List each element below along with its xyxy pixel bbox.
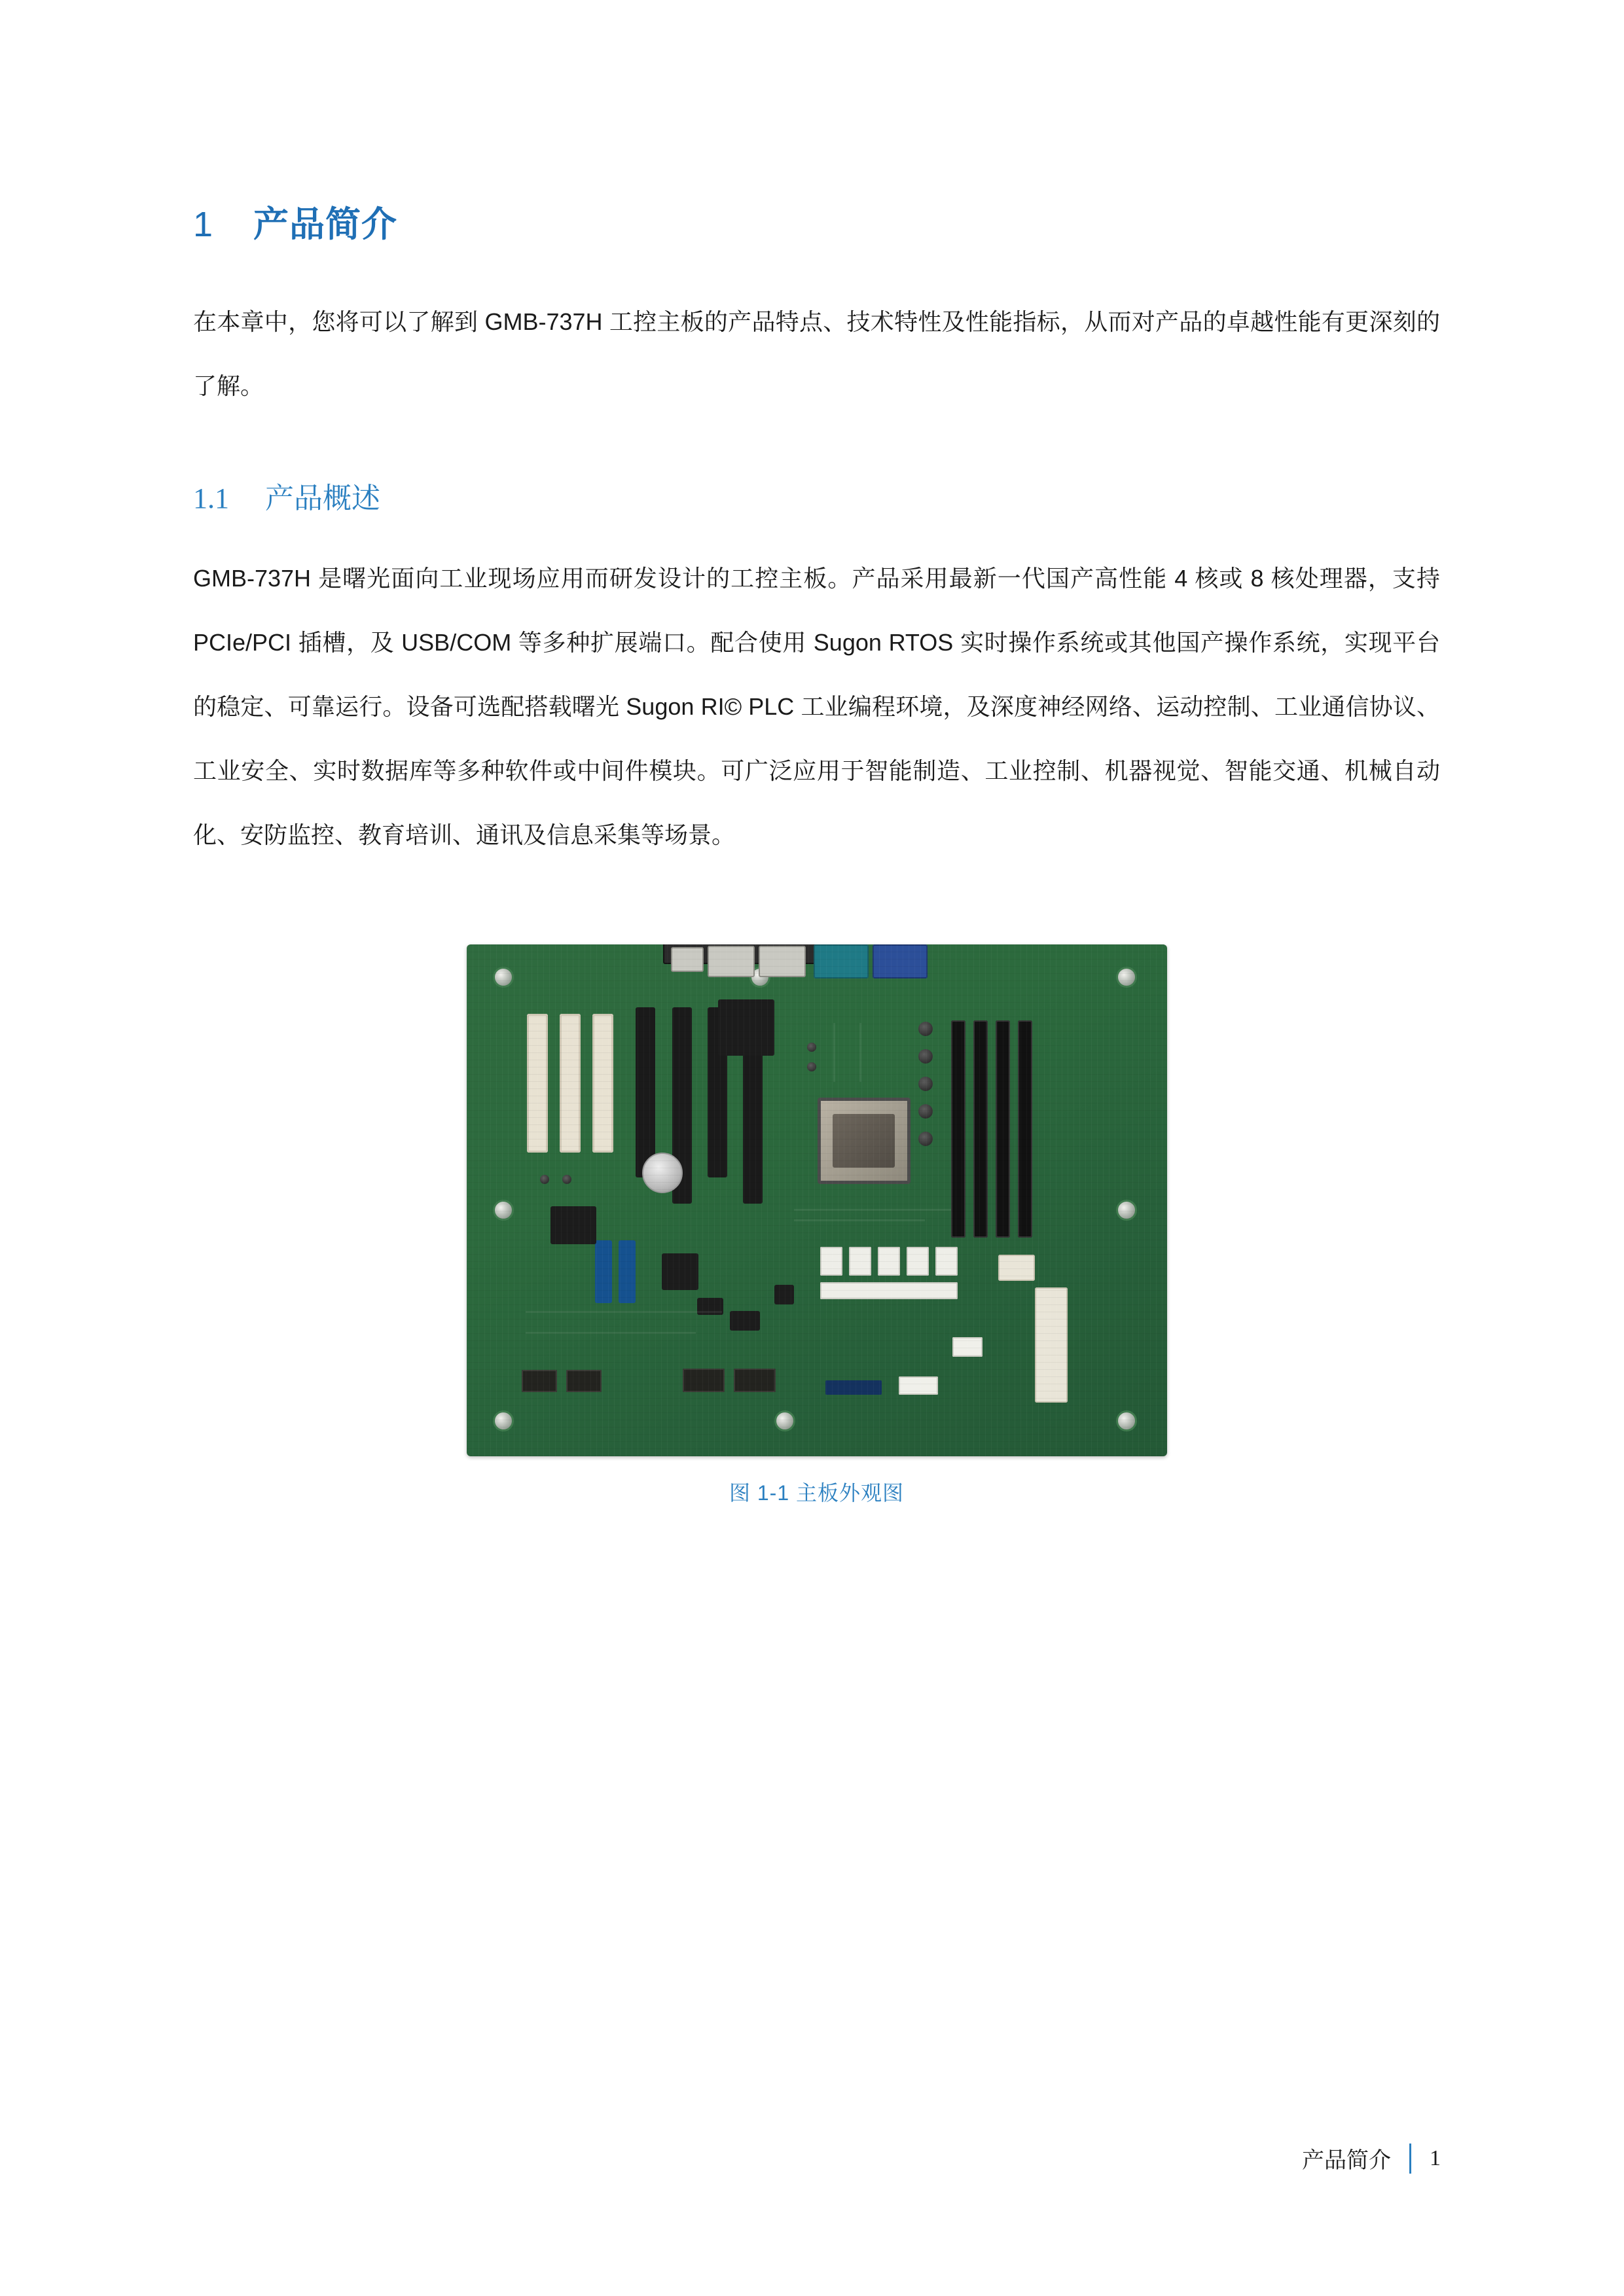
screw-hole [493, 1410, 514, 1431]
capacitor [807, 1043, 816, 1052]
pcb-trace [794, 1209, 951, 1211]
display-port [873, 944, 928, 978]
screw-hole [1116, 1200, 1137, 1221]
small-ic [774, 1285, 794, 1304]
intro-paragraph: 在本章中，您将可以了解到 GMB-737H 工控主板的产品特点、技术特性及性能指标，从而对产品的卓越性能有更深刻的了解。 [193, 308, 1440, 399]
screw-hole [493, 1200, 514, 1221]
pin-header [935, 1247, 958, 1276]
fan-header [899, 1376, 938, 1395]
section-number: 1.1 [193, 482, 229, 514]
capacitor [918, 1049, 933, 1064]
front-panel-header [820, 1282, 958, 1299]
bridge-chip [718, 999, 774, 1056]
pci-slot [592, 1014, 613, 1153]
cmos-battery [642, 1153, 683, 1193]
pcb-trace [526, 1332, 696, 1334]
screw-hole [774, 1410, 795, 1431]
pin-header [878, 1247, 900, 1276]
page-content [193, 196, 1440, 1507]
pin-header [849, 1247, 871, 1276]
chapter-heading [193, 196, 1440, 247]
screw-hole [1116, 1410, 1137, 1431]
chapter-title: 产品简介 [253, 205, 397, 244]
dimm-slot [1018, 1020, 1032, 1238]
atx-power-connector [1035, 1287, 1068, 1403]
fan-header [952, 1337, 983, 1357]
vga-port [814, 944, 869, 978]
cpu-power-connector [998, 1255, 1035, 1281]
super-io-chip [550, 1206, 596, 1244]
footer-divider [1409, 2144, 1411, 2174]
com-header [734, 1369, 776, 1392]
bios-chip [662, 1253, 698, 1290]
screw-hole [1116, 967, 1137, 988]
cpu-package [818, 1098, 911, 1184]
chapter-number: 1 [193, 205, 214, 244]
capacitor [918, 1132, 933, 1146]
pin-header [820, 1247, 842, 1276]
m2-connector [595, 1240, 612, 1303]
pci-slot [560, 1014, 581, 1153]
pcie-slot [636, 1007, 655, 1177]
pcb-trace [526, 1311, 722, 1313]
pci-slot [527, 1014, 548, 1153]
section-heading [193, 475, 1440, 516]
screw-hole [493, 967, 514, 988]
pcb-trace [833, 1023, 835, 1082]
small-ic [730, 1311, 760, 1331]
pcb-trace [794, 1219, 925, 1221]
capacitor [562, 1175, 571, 1184]
footer-label: 产品简介 [1302, 2148, 1391, 2173]
pin-header [907, 1247, 929, 1276]
usb-header [566, 1370, 602, 1392]
capacitor [807, 1062, 816, 1071]
figure-block [193, 913, 1440, 1507]
capacitor [918, 1077, 933, 1091]
usb-header [522, 1370, 557, 1392]
cpu-die [833, 1114, 895, 1168]
section-title: 产品概述 [265, 482, 380, 514]
ps2-port [671, 947, 704, 972]
capacitor [918, 1022, 933, 1036]
com-header [683, 1369, 725, 1392]
lan-port [759, 946, 806, 977]
sata-port [825, 1380, 882, 1395]
figure-caption: 图 1-1 主板外观图 [729, 1481, 905, 1505]
usb-port-stack [708, 946, 755, 977]
page-footer [1302, 2142, 1441, 2174]
capacitor [918, 1104, 933, 1119]
dimm-slot [973, 1020, 988, 1238]
pcb-body [467, 944, 1167, 1456]
dimm-slot [996, 1020, 1010, 1238]
page-number: 1 [1430, 2145, 1441, 2170]
m2-connector [619, 1240, 636, 1303]
motherboard-photo [467, 913, 1167, 1456]
capacitor [540, 1175, 549, 1184]
overview-paragraph: GMB-737H 是曙光面向工业现场应用而研发设计的工控主板。产品采用最新一代国产高性能 4 核或 8 核处理器，支持 PCIe/PCI 插槽，及 USB/COM 等多种扩展端口。配合使用 Sugon RTOS 实时操作系统或其他国产操作系统，实现平台的稳定、可靠运行。设备可选配搭载曙光 Sugon RI© PLC 工业编程环境，及深度神经网络、运动控制、工业通信协议、工业安全、实时数据库等多种软件或中间件模块。可广泛应用于智能制造、工业控制、机器视觉、智能交通、机械自动化、安防监控、教育培训、通讯及信息采集等场景。 [193, 565, 1440, 848]
dimm-slot [951, 1020, 965, 1238]
pcb-trace [859, 1023, 861, 1082]
